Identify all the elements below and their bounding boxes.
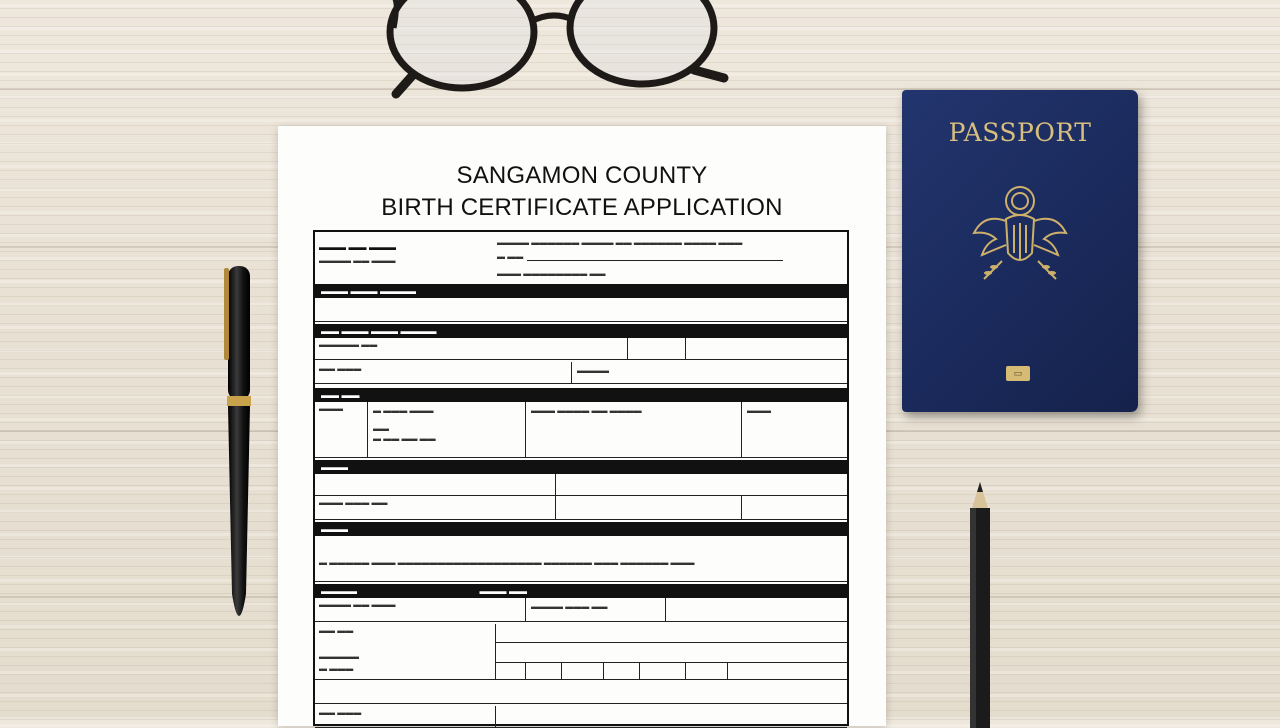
form-field: ▬▬▬ (315, 402, 847, 458)
form-glyph-row: ▬▬▬▬ ▬▬ ▬▬▬ (319, 256, 396, 265)
eyeglasses-icon (372, 0, 732, 103)
eagle-seal-icon (962, 175, 1078, 291)
form-section-bar: ▬▬▬▬ ▬▬▬ ▬▬ (315, 584, 847, 598)
pencil-icon (962, 478, 998, 728)
form-field: ▬▬ ▬▬▬ (315, 706, 847, 728)
passport-title: PASSPORT (948, 118, 1092, 147)
form-field: ▬▬▬▬▬ ▬▬ (315, 338, 847, 360)
form-section-bar: ▬▬▬ (315, 460, 847, 474)
pen-icon (212, 262, 268, 638)
form-field (315, 298, 847, 322)
document-title: SANGAMON COUNTY (456, 162, 708, 189)
birth-certificate-document (278, 126, 886, 726)
form-glyph-row: ▬▬▬ ▬▬▬▬▬▬▬▬ ▬▬ (497, 269, 606, 278)
form-glyph-row: ▬ ▬▬ (497, 252, 524, 261)
form-field: ▬▬▬ ▬▬▬ ▬▬ (315, 496, 847, 520)
form-glyph-row: ▬▬ (373, 424, 389, 433)
form-glyph-row: ▬ ▬▬▬▬▬ ▬▬▬ ▬▬▬▬▬▬▬▬▬▬▬▬▬▬▬▬▬▬ ▬▬▬▬▬▬ ▬▬▬ ▬▬▬▬▬▬ ▬▬▬ (319, 558, 695, 567)
form-section-bar: ▬▬▬ ▬▬▬ ▬▬▬▬ (315, 284, 847, 298)
form-section-bar: ▬▬ ▬▬ (315, 388, 847, 402)
form-field: ▬▬ ▬▬▬ (315, 362, 847, 384)
passport (902, 90, 1138, 412)
form-glyph-row: ▬▬▬▬ (577, 366, 609, 375)
form-glyph-row: ▬▬▬▬ ▬▬▬ ▬▬ (531, 602, 608, 611)
application-form-grid (313, 230, 849, 726)
form-field (315, 474, 847, 496)
form-field (315, 682, 847, 704)
form-glyph-row: ▬ ▬▬ ▬▬ ▬▬ (373, 434, 436, 443)
document-subtitle: BIRTH CERTIFICATE APPLICATION (381, 194, 783, 221)
form-glyph-row: ▬▬▬ ▬▬ ▬▬▬ (319, 242, 397, 252)
form-glyph-row: ▬ ▬▬▬ (319, 664, 354, 673)
form-glyph-row: ▬▬▬ (747, 406, 771, 415)
form-glyph-row: ▬▬▬▬▬ (319, 652, 359, 661)
form-glyph-row: ▬▬▬▬ ▬▬▬▬▬▬ ▬▬▬▬ ▬▬ ▬▬▬▬▬▬ ▬▬▬▬ ▬▬▬ (497, 238, 743, 247)
form-glyph-row: ▬ ▬▬▬ ▬▬▬ (373, 406, 434, 415)
form-section-bar: ▬▬▬ (315, 522, 847, 536)
form-glyph-row: ▬▬▬ ▬▬▬▬ ▬▬ ▬▬▬▬ (531, 406, 642, 415)
form-field: ▬▬ ▬▬ (315, 624, 847, 680)
biometric-chip-icon: ▭ (1006, 366, 1030, 381)
form-section-bar: ▬▬ ▬▬▬ ▬▬▬ ▬▬▬▬ (315, 324, 847, 338)
form-field: ▬▬▬▬ ▬▬ ▬▬▬ (315, 598, 847, 622)
